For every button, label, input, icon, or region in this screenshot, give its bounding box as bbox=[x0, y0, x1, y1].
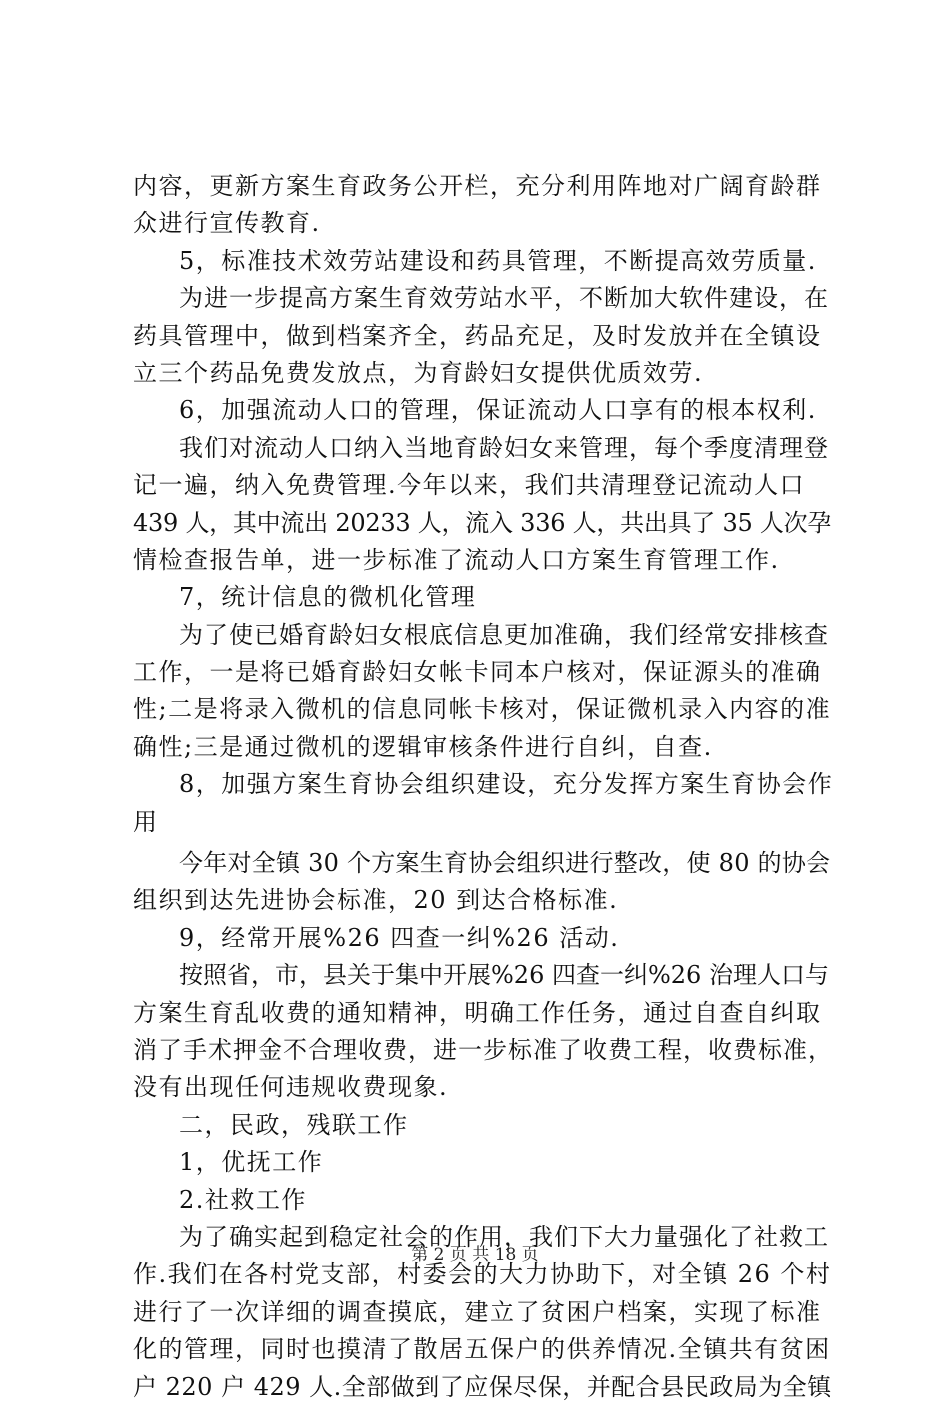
text-line: 二，民政，残联工作 bbox=[179, 1110, 409, 1139]
page-footer: 第 2 页 共 18 页 bbox=[411, 1245, 539, 1265]
text-line: 化的管理，同时也摸清了散居五保户的供养情况.全镇共有贫困 bbox=[133, 1335, 831, 1364]
text-line: 确性;三是通过微机的逻辑审核条件进行自纠，自查. bbox=[133, 732, 713, 761]
text-line: 内容，更新方案生育政务公开栏，充分利用阵地对广阔育龄群 bbox=[133, 172, 822, 200]
text-line: 我们对流动人口纳入当地育龄妇女来管理，每个季度清理登 bbox=[179, 433, 829, 462]
text-line: 工作，一是将已婚育龄妇女帐卡同本户核对，保证源头的准确 bbox=[133, 658, 822, 687]
text-line: 方案生育乱收费的通知精神，明确工作任务，通过自查自纠取 bbox=[133, 998, 822, 1027]
text-line: 进行了一次详细的调查摸底，建立了贫困户档案，实现了标准 bbox=[133, 1297, 822, 1326]
document-body bbox=[133, 168, 833, 1406]
text-line: 户 220 户 429 人.全部做到了应保尽保，并配合县民政局为全镇 bbox=[133, 1372, 832, 1401]
text-line: 8，加强方案生育协会组织建设，充分发挥方案生育协会作 bbox=[179, 770, 834, 799]
text-line: 5，标准技术效劳站建设和药具管理，不断提高效劳质量. bbox=[179, 246, 817, 275]
text-line: 没有出现任何违规收费现象. bbox=[133, 1073, 449, 1102]
text-line: 立三个药品免费发放点，为育龄妇女提供优质效劳. bbox=[133, 358, 704, 387]
text-line: 439 人，其中流出 20233 人，流入 336 人，共出具了 35 人次孕 bbox=[133, 508, 832, 537]
text-line: 组织到达先进协会标准，20 到达合格标准. bbox=[133, 886, 619, 915]
text-line: 药具管理中，做到档案齐全，药品充足，及时发放并在全镇设 bbox=[133, 321, 822, 350]
text-line: 为了确实起到稳定社会的作用，我们下大力量强化了社救工 bbox=[179, 1222, 829, 1251]
text-line: 用 bbox=[133, 807, 159, 836]
text-line: 7，统计信息的微机化管理 bbox=[179, 583, 477, 612]
text-line: 9，经常开展%26 四查一纠%26 活动. bbox=[179, 923, 620, 952]
text-line: 为进一步提高方案生育效劳站水平，不断加大软件建设，在 bbox=[179, 284, 829, 313]
text-line: 众进行宣传教育. bbox=[133, 209, 321, 238]
text-line: 性;二是将录入微机的信息同帐卡核对，保证微机录入内容的准 bbox=[133, 695, 832, 724]
text-line: 6，加强流动人口的管理，保证流动人口享有的根本权利. bbox=[179, 396, 817, 425]
text-line: 今年对全镇 30 个方案生育协会组织进行整改，使 80 的协会 bbox=[179, 849, 831, 878]
text-line: 记一遍，纳入免费管理.今年以来，我们共清理登记流动人口 bbox=[133, 471, 806, 500]
text-line: 1，优抚工作 bbox=[179, 1148, 324, 1177]
text-line: 2.社救工作 bbox=[179, 1185, 307, 1214]
text-line: 为了使已婚育龄妇女根底信息更加准确，我们经常安排核查 bbox=[179, 620, 829, 649]
text-line: 情检查报告单，进一步标准了流动人口方案生育管理工作. bbox=[133, 545, 780, 574]
text-line: 作.我们在各村党支部，村委会的大力协助下，对全镇 26 个村 bbox=[133, 1260, 832, 1289]
text-line: 按照省，市，县关于集中开展%26 四查一纠%26 治理人口与 bbox=[179, 961, 829, 990]
text-line: 消了手术押金不合理收费，进一步标准了收费工程，收费标准， bbox=[133, 1035, 833, 1064]
